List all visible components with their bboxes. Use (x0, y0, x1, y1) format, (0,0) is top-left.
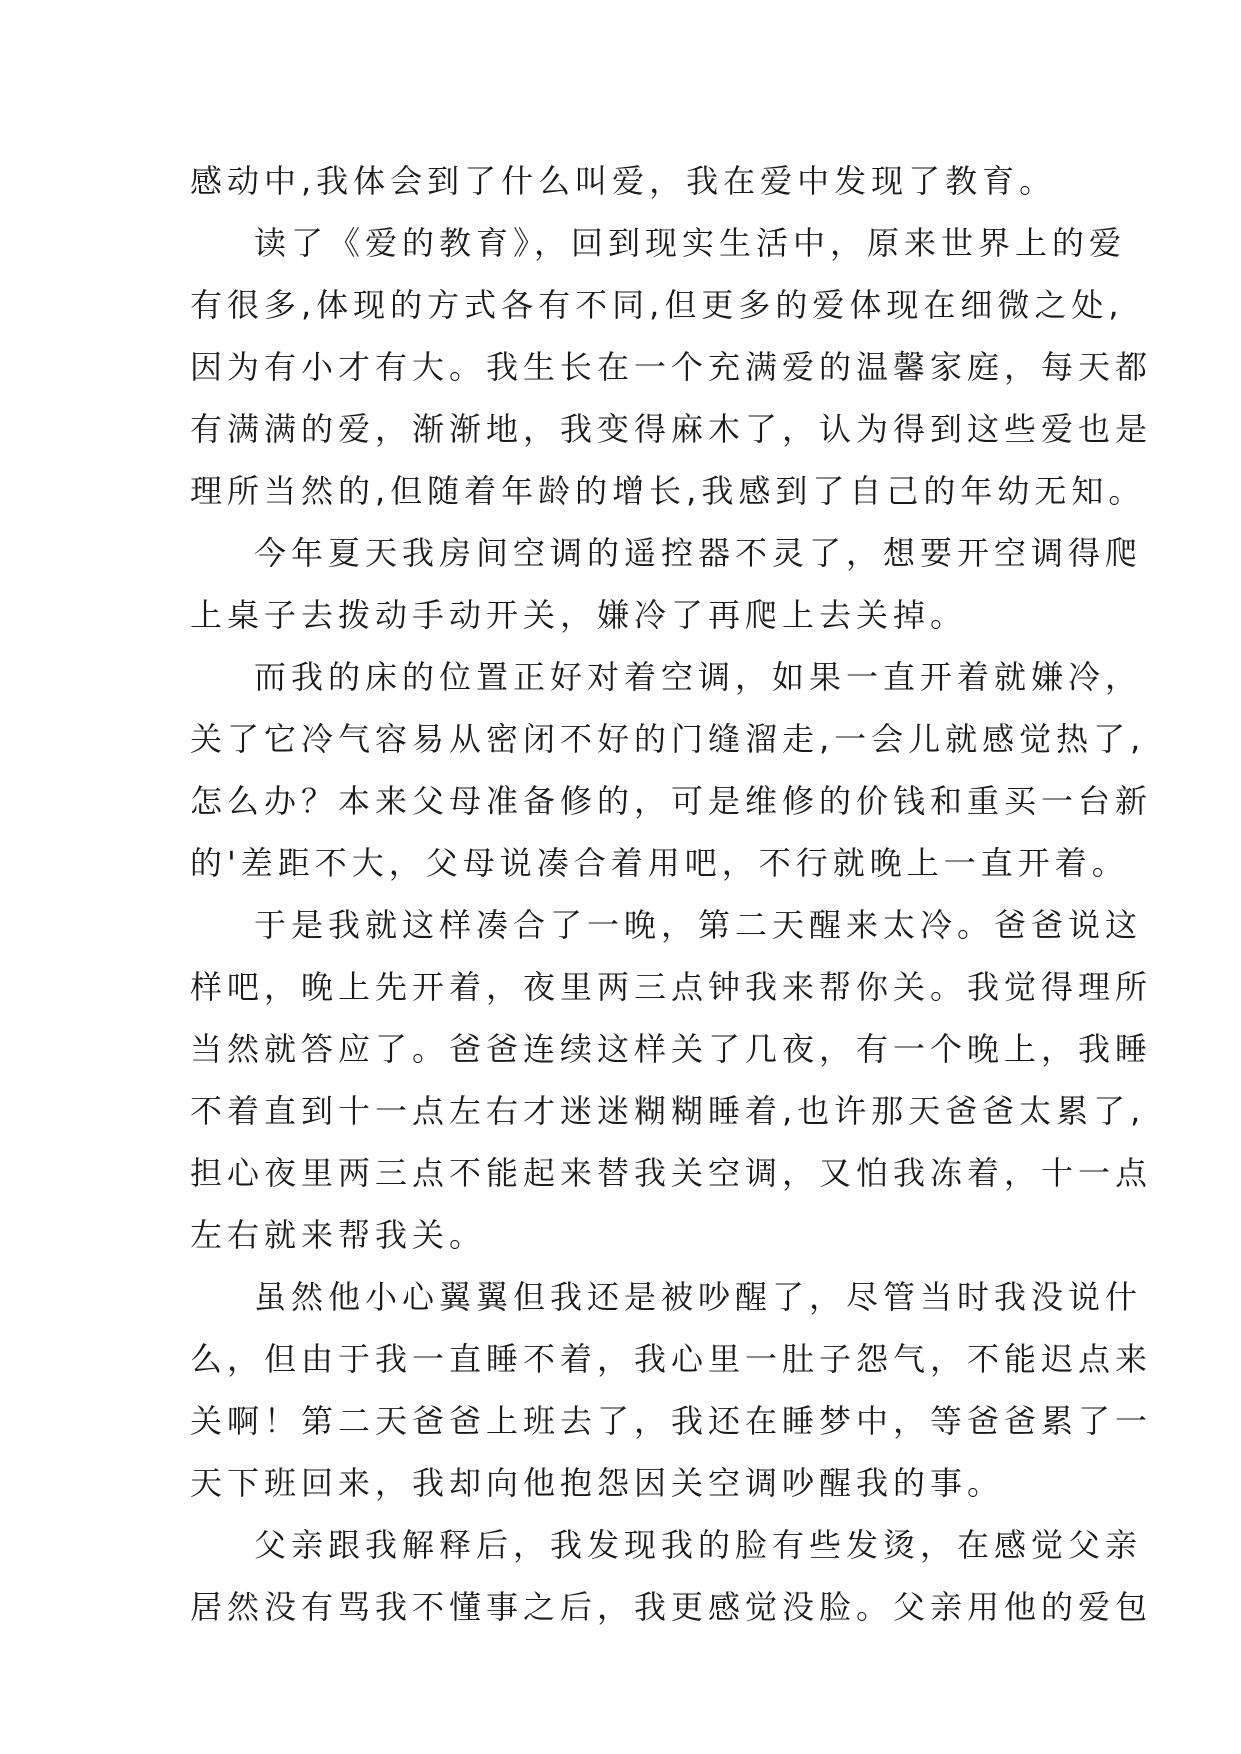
text-line: 不着直到十一点左右才迷迷糊糊睡着,也许那天爸爸太累了, (190, 1092, 1146, 1130)
text-line: 有满满的爱，渐渐地，我变得麻木了，认为得到这些爱也是 (190, 410, 1153, 448)
text-line: 居然没有骂我不懂事之后，我更感觉没脸。父亲用他的爱包 (190, 1588, 1153, 1626)
text-line: 的'差距不大，父母说凑合着用吧，不行就晚上一直开着。 (190, 844, 1129, 882)
text-line: 关啊！第二天爸爸上班去了，我还在睡梦中，等爸爸累了一 (190, 1402, 1153, 1440)
text-line: 读了《爱的教育》，回到现实生活中，原来世界上的爱 (254, 224, 1127, 262)
text-line: 当然就答应了。爸爸连续这样关了几夜，有一个晚上，我睡 (190, 1030, 1153, 1068)
text-line: 天下班回来，我却向他抱怨因关空调吵醒我的事。 (190, 1464, 1005, 1502)
text-line: 样吧，晚上先开着，夜里两三点钟我来帮你关。我觉得理所 (190, 968, 1153, 1006)
text-line: 因为有小才有大。我生长在一个充满爱的温馨家庭，每天都 (190, 348, 1153, 386)
text-line: 关了它冷气容易从密闭不好的门缝溜走,一会儿就感觉热了, (190, 720, 1146, 758)
text-line: 虽然他小心翼翼但我还是被吵醒了，尽管当时我没说什 (254, 1278, 1143, 1316)
text-line: 于是我就这样凑合了一晚，第二天醒来太冷。爸爸说这 (254, 906, 1143, 944)
text-line: 而我的床的位置正好对着空调，如果一直开着就嫌冷， (254, 658, 1143, 696)
text-line: 怎么办？本来父母准备修的，可是维修的价钱和重买一台新 (190, 782, 1153, 820)
text-line: 担心夜里两三点不能起来替我关空调，又怕我冻着，十一点 (190, 1154, 1153, 1192)
text-line: 今年夏天我房间空调的遥控器不灵了，想要开空调得爬 (254, 534, 1143, 572)
text-line: 感动中,我体会到了什么叫爱，我在爱中发现了教育。 (190, 162, 1057, 200)
text-line: 左右就来帮我关。 (190, 1216, 487, 1254)
text-line: 么，但由于我一直睡不着，我心里一肚子怨气，不能迟点来 (190, 1340, 1153, 1378)
text-line: 上桌子去拨动手动开关，嫌冷了再爬上去关掉。 (190, 596, 968, 634)
text-line: 父亲跟我解释后，我发现我的脸有些发烫，在感觉父亲 (254, 1526, 1143, 1564)
text-line: 理所当然的,但随着年龄的增长,我感到了自己的年幼无知。 (190, 472, 1146, 510)
text-line: 有很多,体现的方式各有不同,但更多的爱体现在细微之处, (190, 286, 1124, 324)
document-body (190, 150, 1153, 1638)
